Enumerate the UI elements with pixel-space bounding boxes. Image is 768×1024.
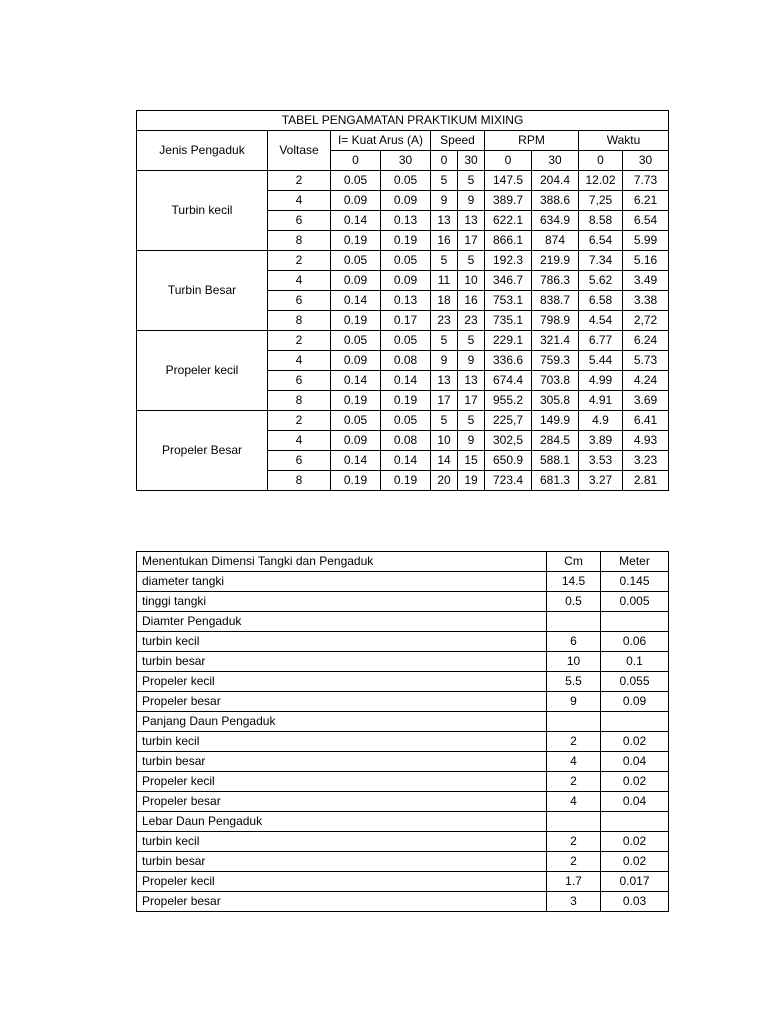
cell-rpm-30: 634.9 — [532, 211, 579, 231]
subheader-cell: 0 — [485, 151, 532, 171]
table-row — [137, 772, 669, 792]
cell-rpm-0: 225,7 — [485, 411, 532, 431]
cell-rpm-30: 703.8 — [532, 371, 579, 391]
subheader-cell: 0 — [331, 151, 381, 171]
cell-rpm-30: 219.9 — [532, 251, 579, 271]
dimension-label: turbin besar — [137, 752, 547, 772]
cell-speed-30: 16 — [458, 291, 485, 311]
cell-waktu-0: 3.27 — [579, 471, 623, 491]
table-row — [137, 251, 669, 271]
cell-waktu-30: 3.49 — [623, 271, 669, 291]
cell-rpm-30: 204.4 — [532, 171, 579, 191]
cell-arus-30: 0.13 — [381, 211, 431, 231]
table-row — [137, 732, 669, 752]
dimension-table — [136, 551, 669, 912]
cell-rpm-0: 192.3 — [485, 251, 532, 271]
dimension-label: Propeler kecil — [137, 672, 547, 692]
cell-waktu-30: 3.23 — [623, 451, 669, 471]
cell-voltase: 6 — [268, 451, 331, 471]
cell-waktu-30: 5.73 — [623, 351, 669, 371]
cell-waktu-30: 4.93 — [623, 431, 669, 451]
cell-voltase: 8 — [268, 231, 331, 251]
dimension-label: Lebar Daun Pengaduk — [137, 812, 547, 832]
dimension-cm: 0.5 — [547, 592, 601, 612]
cell-arus-30: 0.17 — [381, 311, 431, 331]
header-waktu: Waktu — [579, 131, 669, 151]
cell-arus-30: 0.19 — [381, 391, 431, 411]
dimension-meter: 0.02 — [601, 832, 669, 852]
table-title: TABEL PENGAMATAN PRAKTIKUM MIXING — [137, 111, 669, 131]
dimension-meter: 0.017 — [601, 872, 669, 892]
subheader-cell: 30 — [532, 151, 579, 171]
cell-speed-0: 10 — [431, 431, 458, 451]
cell-waktu-30: 5.16 — [623, 251, 669, 271]
cell-arus-0: 0.19 — [331, 471, 381, 491]
cell-rpm-30: 681.3 — [532, 471, 579, 491]
dimension-meter: 0.145 — [601, 572, 669, 592]
dimension-cm: 2 — [547, 732, 601, 752]
table-row — [137, 411, 669, 431]
cell-rpm-30: 321.4 — [532, 331, 579, 351]
cell-arus-0: 0.05 — [331, 331, 381, 351]
table-row — [137, 652, 669, 672]
cell-voltase: 6 — [268, 211, 331, 231]
dimension-meter — [601, 812, 669, 832]
cell-arus-30: 0.19 — [381, 231, 431, 251]
header-rpm: RPM — [485, 131, 579, 151]
cell-arus-0: 0.14 — [331, 211, 381, 231]
cell-rpm-0: 955.2 — [485, 391, 532, 411]
dimension-label: Propeler besar — [137, 892, 547, 912]
cell-arus-0: 0.05 — [331, 251, 381, 271]
cell-rpm-0: 753.1 — [485, 291, 532, 311]
cell-rpm-30: 149.9 — [532, 411, 579, 431]
cell-speed-30: 5 — [458, 171, 485, 191]
cell-waktu-0: 6.58 — [579, 291, 623, 311]
table-row — [137, 712, 669, 732]
cell-arus-30: 0.13 — [381, 291, 431, 311]
cell-arus-0: 0.09 — [331, 431, 381, 451]
dimension-label: Propeler kecil — [137, 772, 547, 792]
cell-arus-30: 0.08 — [381, 431, 431, 451]
header-voltase: Voltase — [268, 131, 331, 171]
dimension-label: Diamter Pengaduk — [137, 612, 547, 632]
header-jenis-pengaduk: Jenis Pengaduk — [137, 131, 268, 171]
cell-speed-30: 9 — [458, 351, 485, 371]
cell-speed-0: 14 — [431, 451, 458, 471]
cell-rpm-0: 650.9 — [485, 451, 532, 471]
dimension-cm: 10 — [547, 652, 601, 672]
cell-arus-0: 0.19 — [331, 391, 381, 411]
dimension-cm: 1.7 — [547, 872, 601, 892]
dimension-meter: 0.03 — [601, 892, 669, 912]
cell-arus-30: 0.08 — [381, 351, 431, 371]
cell-voltase: 8 — [268, 471, 331, 491]
dimension-label: tinggi tangki — [137, 592, 547, 612]
cell-waktu-0: 5.44 — [579, 351, 623, 371]
cell-arus-30: 0.05 — [381, 171, 431, 191]
cell-rpm-0: 735.1 — [485, 311, 532, 331]
cell-speed-30: 19 — [458, 471, 485, 491]
cell-arus-0: 0.14 — [331, 291, 381, 311]
cell-voltase: 4 — [268, 431, 331, 451]
cell-waktu-0: 8.58 — [579, 211, 623, 231]
cell-rpm-30: 388.6 — [532, 191, 579, 211]
table-row — [137, 692, 669, 712]
cell-speed-30: 17 — [458, 391, 485, 411]
cell-waktu-0: 4.54 — [579, 311, 623, 331]
cell-waktu-30: 6.24 — [623, 331, 669, 351]
dimension-cm — [547, 712, 601, 732]
cell-rpm-0: 229.1 — [485, 331, 532, 351]
dimension-label: turbin kecil — [137, 832, 547, 852]
cell-speed-0: 11 — [431, 271, 458, 291]
cell-waktu-30: 6.54 — [623, 211, 669, 231]
cell-speed-30: 5 — [458, 251, 485, 271]
dimension-label: Propeler besar — [137, 792, 547, 812]
cell-speed-0: 13 — [431, 211, 458, 231]
dimension-meter — [601, 712, 669, 732]
cell-speed-30: 5 — [458, 331, 485, 351]
cell-arus-30: 0.09 — [381, 271, 431, 291]
cell-voltase: 2 — [268, 251, 331, 271]
cell-arus-30: 0.09 — [381, 191, 431, 211]
cell-waktu-0: 7.34 — [579, 251, 623, 271]
cell-speed-30: 10 — [458, 271, 485, 291]
table-row — [137, 812, 669, 832]
dimension-meter — [601, 612, 669, 632]
cell-arus-30: 0.19 — [381, 471, 431, 491]
cell-waktu-0: 7,25 — [579, 191, 623, 211]
subheader-cell: 30 — [623, 151, 669, 171]
cell-waktu-0: 6.54 — [579, 231, 623, 251]
table-row — [137, 592, 669, 612]
cell-arus-0: 0.09 — [331, 191, 381, 211]
cell-arus-0: 0.19 — [331, 231, 381, 251]
dimension-meter: 0.02 — [601, 852, 669, 872]
cell-arus-30: 0.14 — [381, 451, 431, 471]
dimension-meter: 0.005 — [601, 592, 669, 612]
header-kuat-arus: I= Kuat Arus (A) — [331, 131, 431, 151]
cell-arus-30: 0.14 — [381, 371, 431, 391]
cell-speed-0: 20 — [431, 471, 458, 491]
cell-arus-30: 0.05 — [381, 411, 431, 431]
cell-rpm-0: 346.7 — [485, 271, 532, 291]
cell-rpm-0: 723.4 — [485, 471, 532, 491]
dimension-label: turbin besar — [137, 652, 547, 672]
cell-speed-30: 9 — [458, 431, 485, 451]
cell-arus-0: 0.09 — [331, 351, 381, 371]
cell-rpm-0: 147.5 — [485, 171, 532, 191]
table-row — [137, 572, 669, 592]
cell-waktu-0: 4.91 — [579, 391, 623, 411]
cell-rpm-30: 305.8 — [532, 391, 579, 411]
table-row — [137, 632, 669, 652]
dimension-cm: 6 — [547, 632, 601, 652]
cell-waktu-0: 6.77 — [579, 331, 623, 351]
cell-rpm-30: 759.3 — [532, 351, 579, 371]
dimension-cm — [547, 612, 601, 632]
cell-rpm-0: 302,5 — [485, 431, 532, 451]
cell-speed-0: 16 — [431, 231, 458, 251]
dimension-label: turbin kecil — [137, 732, 547, 752]
dimension-meter: 0.02 — [601, 732, 669, 752]
dimension-cm: 14.5 — [547, 572, 601, 592]
table-row — [137, 672, 669, 692]
cell-rpm-0: 336.6 — [485, 351, 532, 371]
cell-arus-0: 0.14 — [331, 371, 381, 391]
cell-speed-0: 13 — [431, 371, 458, 391]
dimension-cm: 4 — [547, 792, 601, 812]
cell-speed-0: 9 — [431, 351, 458, 371]
dimension-label: diameter tangki — [137, 572, 547, 592]
cell-arus-0: 0.19 — [331, 311, 381, 331]
subheader-cell: 0 — [431, 151, 458, 171]
cell-rpm-30: 798.9 — [532, 311, 579, 331]
cell-speed-30: 5 — [458, 411, 485, 431]
table-row — [137, 832, 669, 852]
cell-waktu-30: 6.21 — [623, 191, 669, 211]
cell-voltase: 4 — [268, 191, 331, 211]
table-row — [137, 331, 669, 351]
dimension-header-cm: Cm — [547, 552, 601, 572]
dimension-meter: 0.09 — [601, 692, 669, 712]
table-row — [137, 171, 669, 191]
cell-speed-0: 5 — [431, 171, 458, 191]
cell-waktu-30: 2.81 — [623, 471, 669, 491]
table-row — [137, 872, 669, 892]
cell-speed-0: 5 — [431, 411, 458, 431]
cell-voltase: 8 — [268, 311, 331, 331]
dimension-cm: 9 — [547, 692, 601, 712]
cell-voltase: 8 — [268, 391, 331, 411]
cell-waktu-30: 7.73 — [623, 171, 669, 191]
dimension-header-meter: Meter — [601, 552, 669, 572]
cell-waktu-30: 2,72 — [623, 311, 669, 331]
dimension-cm: 4 — [547, 752, 601, 772]
header-speed: Speed — [431, 131, 485, 151]
dimension-cm: 3 — [547, 892, 601, 912]
dimension-label: Panjang Daun Pengaduk — [137, 712, 547, 732]
cell-waktu-30: 3.38 — [623, 291, 669, 311]
cell-speed-30: 13 — [458, 371, 485, 391]
dimension-label: Propeler kecil — [137, 872, 547, 892]
cell-speed-0: 17 — [431, 391, 458, 411]
cell-waktu-30: 3.69 — [623, 391, 669, 411]
cell-speed-30: 9 — [458, 191, 485, 211]
cell-voltase: 6 — [268, 371, 331, 391]
cell-speed-0: 18 — [431, 291, 458, 311]
dimension-header-title: Menentukan Dimensi Tangki dan Pengaduk — [137, 552, 547, 572]
cell-speed-30: 15 — [458, 451, 485, 471]
dimension-meter: 0.055 — [601, 672, 669, 692]
dimension-meter: 0.04 — [601, 792, 669, 812]
cell-rpm-30: 838.7 — [532, 291, 579, 311]
dimension-cm: 2 — [547, 772, 601, 792]
cell-waktu-0: 3.53 — [579, 451, 623, 471]
cell-rpm-30: 284.5 — [532, 431, 579, 451]
cell-waktu-0: 4.99 — [579, 371, 623, 391]
cell-waktu-0: 12.02 — [579, 171, 623, 191]
cell-arus-30: 0.05 — [381, 251, 431, 271]
observation-table — [136, 110, 669, 491]
cell-voltase: 6 — [268, 291, 331, 311]
dimension-meter: 0.1 — [601, 652, 669, 672]
dimension-label: turbin kecil — [137, 632, 547, 652]
dimension-label: Propeler besar — [137, 692, 547, 712]
table-row — [137, 792, 669, 812]
cell-arus-0: 0.05 — [331, 411, 381, 431]
cell-arus-0: 0.05 — [331, 171, 381, 191]
dimension-meter: 0.06 — [601, 632, 669, 652]
group-name-cell: Propeler Besar — [137, 411, 268, 491]
cell-rpm-30: 786.3 — [532, 271, 579, 291]
table-row — [137, 752, 669, 772]
cell-arus-0: 0.14 — [331, 451, 381, 471]
cell-waktu-30: 5.99 — [623, 231, 669, 251]
cell-speed-0: 23 — [431, 311, 458, 331]
table-row — [137, 852, 669, 872]
cell-speed-30: 13 — [458, 211, 485, 231]
dimension-cm: 2 — [547, 852, 601, 872]
cell-speed-30: 23 — [458, 311, 485, 331]
group-name-cell: Propeler kecil — [137, 331, 268, 411]
dimension-cm: 2 — [547, 832, 601, 852]
cell-arus-0: 0.09 — [331, 271, 381, 291]
cell-arus-30: 0.05 — [381, 331, 431, 351]
cell-waktu-0: 4.9 — [579, 411, 623, 431]
cell-waktu-30: 6.41 — [623, 411, 669, 431]
cell-speed-0: 9 — [431, 191, 458, 211]
dimension-cm — [547, 812, 601, 832]
subheader-cell: 30 — [381, 151, 431, 171]
cell-voltase: 2 — [268, 171, 331, 191]
cell-waktu-0: 5.62 — [579, 271, 623, 291]
cell-voltase: 4 — [268, 271, 331, 291]
cell-voltase: 4 — [268, 351, 331, 371]
cell-waktu-0: 3.89 — [579, 431, 623, 451]
subheader-cell: 30 — [458, 151, 485, 171]
dimension-meter: 0.02 — [601, 772, 669, 792]
table-row — [137, 892, 669, 912]
cell-waktu-30: 4.24 — [623, 371, 669, 391]
table-row — [137, 612, 669, 632]
group-name-cell: Turbin Besar — [137, 251, 268, 331]
subheader-cell: 0 — [579, 151, 623, 171]
cell-voltase: 2 — [268, 331, 331, 351]
cell-rpm-0: 866.1 — [485, 231, 532, 251]
dimension-cm: 5.5 — [547, 672, 601, 692]
cell-rpm-0: 674.4 — [485, 371, 532, 391]
dimension-meter: 0.04 — [601, 752, 669, 772]
cell-rpm-0: 389.7 — [485, 191, 532, 211]
cell-rpm-0: 622.1 — [485, 211, 532, 231]
cell-speed-0: 5 — [431, 251, 458, 271]
cell-rpm-30: 874 — [532, 231, 579, 251]
group-name-cell: Turbin kecil — [137, 171, 268, 251]
dimension-label: turbin besar — [137, 852, 547, 872]
cell-speed-0: 5 — [431, 331, 458, 351]
cell-rpm-30: 588.1 — [532, 451, 579, 471]
cell-speed-30: 17 — [458, 231, 485, 251]
cell-voltase: 2 — [268, 411, 331, 431]
